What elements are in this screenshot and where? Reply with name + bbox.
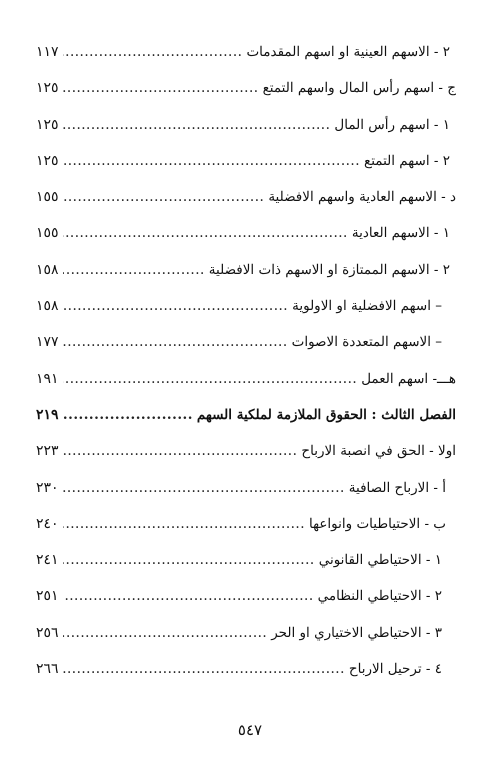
toc-entry-page-number: ٢٦٦ [36, 661, 59, 678]
toc-entry-title: ٢ - الاسهم العينية او اسهم المقدمات [246, 44, 450, 60]
dot-leader [63, 288, 289, 324]
dot-leader [63, 470, 345, 506]
toc-entry [36, 615, 456, 651]
toc-entry [36, 433, 456, 469]
dot-leader [63, 252, 205, 288]
dot-leader [63, 506, 305, 542]
toc-entry-title: الفصل الثالث : الحقوق الملازمة لملكية السهم [196, 406, 456, 423]
toc-entry-title: – الاسهم المتعددة الاصوات [291, 334, 442, 351]
toc-entry-title: ج - اسهم رأس المال واسهم التمتع [262, 80, 456, 97]
toc-entry-page-number: ٢٥١ [36, 588, 59, 605]
dot-leader [63, 215, 348, 251]
toc-entry-page-number: ١٥٨ [36, 298, 59, 315]
toc-entry-title: اولا - الحق في انصبة الارباح [301, 443, 456, 460]
toc-entry [36, 578, 456, 614]
dot-leader [63, 107, 331, 143]
dot-leader [63, 433, 298, 469]
toc-entry [36, 542, 456, 578]
toc-entry-page-number: ٢٢٣ [36, 443, 59, 460]
toc-entry [36, 107, 456, 143]
dot-leader [63, 542, 315, 578]
toc-entry-page-number: ١٩١ [36, 370, 59, 387]
toc-entry-title: ٤ - ترحيل الارباح [348, 661, 442, 678]
toc-entry-title: ٢ - اسهم التمتع [364, 152, 450, 169]
dot-leader [63, 578, 314, 614]
toc-entry-title: ١ - اسهم رأس المال [334, 116, 450, 133]
toc-entry [36, 179, 456, 215]
dot-leader [63, 143, 360, 179]
toc-entry-page-number: ١٥٨ [36, 261, 59, 278]
dot-leader [63, 651, 345, 687]
toc-entry-title: – اسهم الافضلية او الاولوية [292, 298, 442, 315]
dot-leader [63, 70, 259, 106]
toc-entry [36, 70, 456, 106]
dot-leader [63, 397, 193, 433]
toc-entry-page-number: ٢٤٠ [36, 515, 59, 532]
dot-leader [63, 179, 265, 215]
toc-entry [36, 143, 456, 179]
toc-entry-title: ٢ - الاسهم الممتازة او الاسهم ذات الافضلية [208, 261, 450, 278]
toc-entry-title: د - الاسهم العادية واسهم الافضلية [268, 189, 456, 206]
toc-entry-page-number: ١٥٥ [36, 189, 59, 206]
toc-entry-title: أ - الارباح الصافية [348, 479, 446, 496]
toc-entry [36, 252, 456, 288]
toc-entry-title: ١ - الاسهم العادية [351, 225, 450, 242]
toc-entry [36, 34, 456, 70]
toc-entry-page-number: ٢١٩ [36, 406, 59, 423]
toc-entry [36, 324, 456, 360]
table-of-contents [36, 34, 456, 687]
toc-entry-page-number: ١٢٥ [36, 116, 59, 133]
toc-entry-title: ٣ - الاحتياطي الاختياري او الحر [271, 624, 442, 641]
toc-entry-title: ١ - الاحتياطي القانوني [318, 552, 442, 569]
page-number: ٥٤٧ [237, 721, 263, 739]
toc-entry-page-number: ١٢٥ [36, 80, 59, 97]
toc-entry-page-number: ١٢٥ [36, 152, 59, 169]
toc-entry-page-number: ١١٧ [36, 44, 59, 60]
toc-entry [36, 470, 456, 506]
toc-entry-page-number: ٢٥٦ [36, 624, 59, 641]
toc-entry-page-number: ١٥٥ [36, 225, 59, 242]
dot-leader [63, 615, 268, 651]
toc-entry [36, 506, 456, 542]
dot-leader [63, 361, 358, 397]
toc-entry-page-number: ٢٤١ [36, 552, 59, 569]
toc-entry-title: ب - الاحتياطيات وانواعها [309, 515, 446, 532]
toc-entry-title: ٢ - الاحتياطي النظامي [317, 588, 442, 605]
dot-leader [63, 34, 243, 70]
toc-entry [36, 651, 456, 687]
dot-leader [63, 324, 288, 360]
toc-entry [36, 288, 456, 324]
toc-entry [36, 361, 456, 397]
toc-entry-page-number: ٢٣٠ [36, 479, 59, 496]
toc-entry [36, 397, 456, 433]
toc-entry [36, 215, 456, 251]
toc-entry-title: هـــ- اسهم العمل [361, 370, 456, 387]
toc-entry-page-number: ١٧٧ [36, 334, 59, 351]
